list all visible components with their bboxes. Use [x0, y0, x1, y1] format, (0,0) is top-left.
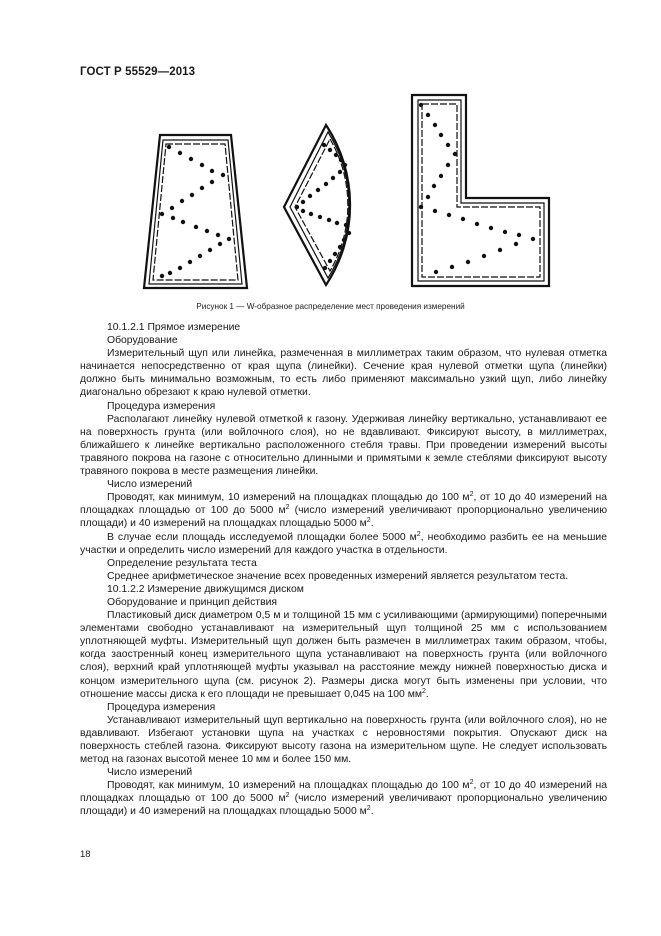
page-number: 18 [80, 849, 91, 860]
paragraph-result: Среднее арифметическое значение всех проведенных измерений является результатом теста. [107, 570, 569, 582]
section-heading-disc-measurement: 10.1.2.2 Измерение движущимся диском [107, 583, 304, 595]
paragraph-disc-equipment: Пластиковый диск диаметром 0,5 м и толщиной 15 мм с усиливающими (армирующими) поперечными элементами свободно устанавливают на измерительный щуп толщиной 25 мм с использованием уплотняющей муфты. Измерительный щуп должен быть размечен в миллиметрах таким образом, чтобы, когда заостренный конец измерительного щупа устанавливают на поверхность грунта (или войлочного слоя), верхний край уплотняющей муфты указывал на расстояние между нижней поверхностью диска и концом измерительного щупа (см. рисунок 2). Размеры диска могут быть изменены при условии, что отношение массы диска к его площади не превышает 0,045 на 100 $мм^2$. [80, 610, 607, 700]
paragraph-disc-procedure: Устанавливают измерительный щуп вертикально на поверхность грунта (или войлочного слоя), но не вдавливают. Избегают установки щупа на участках с неровностями покрытия. Опускают диск на поверхность стеблей газона. Фиксируют высоту газона на измерительном щупе. Не следует использовать метод на газонах высотой менее 10 мм и более 150 мм. [80, 714, 607, 766]
subheading-procedure: Процедура измерения [107, 400, 216, 412]
figure-w-distribution [0, 0, 661, 320]
paragraph-count: Проводят, как минимум, 10 измерений на площадках площадью до 100 $м^2$, от 10 до 40 измерений на площадках площадью от 100 до 5000 $м^2$ (число измерений увеличивают пропорционально увеличению площади) и 40 измерений на площадках площадью 5000 $м^2$. [80, 491, 608, 530]
subheading-disc-count: Число измерений [107, 767, 193, 779]
paragraph-procedure: Располагают линейку нулевой отметкой к газону. Удерживая линейку вертикально, устанавливают ее на поверхность грунта (или войлочного слоя), но не вдавливают. Фиксируют высоту, в миллиметрах, ближайшего к линейке вертикально расположенного стебля травы. При проведении измерений высоты травяного покрова на газоне с относительно длинными и примятыми к земле стеблями фиксируют высоту травяного покрова в месте размещения линейки. [80, 413, 607, 478]
paragraph-large-area: В случае если площадь исследуемой площадки более 5000 $м^2$, необходимо разбить ее на меньшие участки и определить число измерений для каждого участка в отдельности. [80, 530, 607, 556]
subheading-result: Определение результата теста [107, 557, 257, 569]
subheading-equipment-principle: Оборудование и принцип действия [107, 596, 278, 608]
paragraph-equipment: Измерительный щуп или линейка, размеченная в миллиметрах таким образом, что нулевая отметка начинается непосредственно от края щупа (линейки). Сечение края нулевой отметки щупа (линейки) должно быть минимально возможным, то есть либо применяют максимально узкий щуп, либо линейку диагонально обрезают к краю нулевой отметки. [80, 348, 607, 399]
document-header: ГОСТ Р 55529—2013 [80, 66, 196, 78]
trapezoid-area [144, 135, 247, 288]
document-body [80, 321, 607, 819]
sector-area [284, 125, 351, 285]
subheading-count: Число измерений [107, 479, 193, 491]
section-heading-direct-measurement: 10.1.2.1 Прямое измерение [107, 322, 241, 333]
figure-caption: Рисунок 1 — W-образное распределение мест проведения измерений [196, 302, 465, 311]
l-shaped-area [412, 95, 549, 286]
subheading-disc-procedure: Процедура измерения [107, 701, 216, 713]
paragraph-disc-count: Проводят, как минимум, 10 измерений на площадках площадью до 100 $м^2$, от 10 до 40 измерений на площадках площадью от 100 до 5000 $м^2$ (число измерений увеличивают пропорционально увеличению площади) и 40 измерений на площадках площадью 5000 $м^2$. [80, 779, 608, 818]
subheading-equipment: Оборудование [107, 335, 178, 347]
